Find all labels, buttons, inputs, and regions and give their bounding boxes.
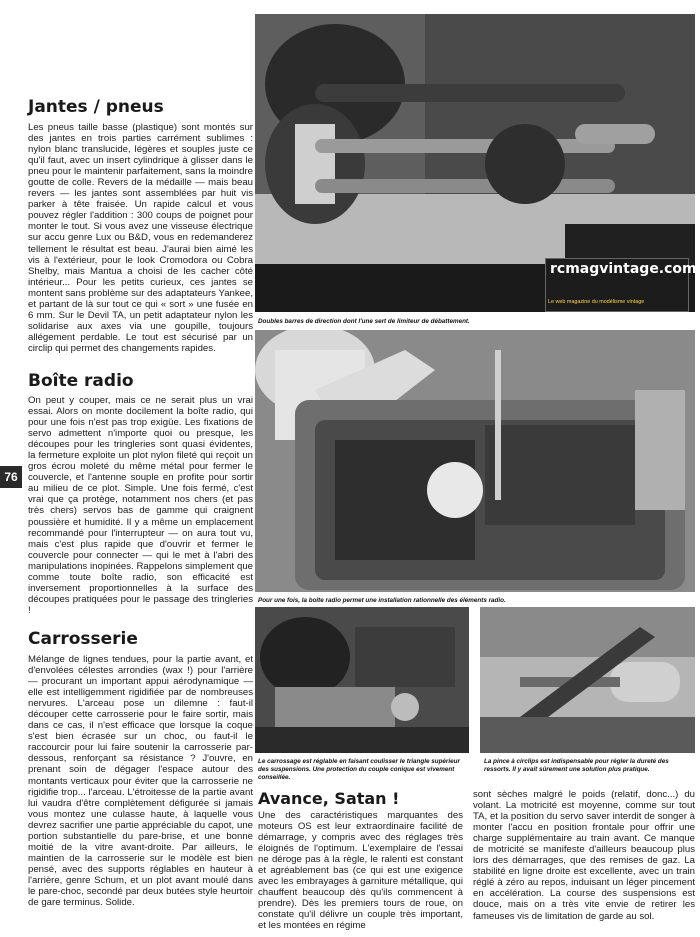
paragraph: Mélange de lignes tendues, pour la partie avant, et d'envolées célestes arrondies (wax !) pour l'arrière — procurant un important appui aérodynamique — elle est intelligemment rigidifiée par de nombreuses nervures. L'arceau pose un dilemne : faut-il découper cette carrosserie pour le faire sortir, mais dans ce cas, il n'est efficace que lorsque la coque s'est bien écrasée sur un choc, ou faut-il le raccourcir pour lui faire soutenir la carrosserie par-dessous, renforçant sa résistance ? J'ouvre, en prenant soin de dégager l'espace autour des montants verticaux pour éviter que la carrosserie ne rigidifie trop... l'arceau. L'étroitesse de la partie avant lui vaudra d'être complètement défigurée si jamais vous montez une culasse haute, à laquelle vous devrez sacrifier une partie appréciable du capot, une portion substantielle du pare-brise, et une bonne moitié de la vitre avant-droite. Par ailleurs, le maintien de la carrosserie sur le modèle est bien pensé, avec des supports réglables en hauteur à l'arrière, genre Schum, et un plot avant moulé dans le pare-choc, secondé par deux butées style heurtoir de gare terminus. Solide. (28, 654, 253, 909)
caption-photo-1: Doubles barres de direction dont l'une sert de limiteur de débattement. (258, 318, 470, 325)
heading-avance-satan: Avance, Satan ! (258, 789, 400, 808)
circlip-pliers-illustration (480, 607, 695, 753)
text-carrosserie (28, 654, 253, 908)
page-number: 76 (0, 466, 22, 488)
heading-carrosserie: Carrosserie (28, 629, 138, 649)
logo-subtitle: Le web magazine du modélisme vintage (548, 299, 645, 305)
camber-illustration (255, 607, 469, 753)
photo-radio-box (255, 330, 695, 592)
text-avance-col1: Une des caractéristiques marquantes des moteurs OS est leur extraordinaire facilité de démarrage, y compris avec des réglages très éloignés de l'optimum. L'exemplaire de l'essai ne déroge pas à la règle, le ralenti est constant et agréablement bas (ce qui est une exigence avec les embrayages à garniture métallique, qui chauffent beaucoup dès qu'ils commencent à prendre). Dès les premiers tours de roue, on constate qu'il délivre un couple très important, et les montées en régime (258, 810, 463, 932)
caption-photo-4: La pince à circlips est indispensable pour régler la dureté des ressorts. Il y avait sûrement une solution plus pratique. (484, 758, 669, 773)
radio-box-illustration (255, 330, 695, 592)
paragraph: On peut y couper, mais ce ne serait plus un vrai essai. Alors on monte docilement la boîte radio, qui pour une fois n'est pas trop exigüe. Les fixations de servo admettent n'importe quoi ou presque, les découpes pour les tringleries sont quasi évidentes, la fermeture exploite un plot nylon fileté qui reçoit un gros écrou moleté du même métal pour fermer le couvercle, et l'antenne souple en profite pour sortir au milieu de ce plot. Simple. Une fois fermé, c'est vrai que ça protège, notamment nos chers (et pas très chers) servos bas de gamme qui craignent poussière et humidité. Il y a même un emplacement recommandé pour l'interrupteur — on aura tout vu, mais c'est plus rapide que d'ouvrir et fermer le couvercle pour connecter — qui le met à l'abri des manipulations inopinées. Rappelons simplement que comme toute boîte radio, son efficacité est inversement proportionnelles à la surface des découpes pratiquées pour le passage des tringleries ! (28, 395, 253, 616)
text-boite-radio (28, 395, 253, 616)
caption-photo-3: Le carrossage est réglable en faisant coulisser le triangle supérieur des suspensions. Une protection du couple conique est vivement conseillée. (258, 758, 460, 781)
text-avance-col2: sont sèches malgré le poids (relatif, donc...) du volant. La motricité est moyenne, comme sur tout TA, et la position du servo saver interdit de songer à monter l'accu en position frontale pour offrir une charge supplémentaire au train avant. Ce manque de motricité se manifeste d'ailleurs beaucoup plus lors des démarrages, que des remises de gaz. La stabilité en ligne droite est excellente, avec un train réglé à zéro au repos, induisant un léger pincement en accélération. La course des suspensions est douce, mais on a très vite envie de retirer les fameuses vis de limitation de garde au sol. (473, 789, 695, 922)
paragraph: Les pneus taille basse (plastique) sont montés sur des jantes en trois parties carrément sublimes : nylon blanc translucide, légères et souples juste ce qu'il faut, avec un insert cylindrique à glisser dans le pneu pour le maintenir parfaitement, sans la moindre goutte de colle. Revers de la médaille — mais beau revers — les jantes sont assemblées par huit vis parker à tête fraisée. Un rapide calcul et vous pouvez régler l'addition : 300 coups de poignet pour monter le tout. Si vous avez une visseuse électrique sur accu genre Lux ou B&D, vous en redemanderez tellement le résultat est beau. J'aurai bien aimé les vis à l'extérieur, pour le look Cromodora ou Cobra Shelby, mais Mantua a choisi de les cacher côté intérieur... Pour les petits curieux, ces jantes se montent sans problème sur des adaptateurs Yankee, et partant de là sur tout ce qui « sort » une fusée en 6 mm. Sur le Devil TA, un petit adaptateur nylon les solidarise aux axes via une goupille, toujours allégement perdable. Le tout est sécurisé par un circlip qui permet des changements rapides. (28, 122, 253, 354)
photo-circlip-pliers (480, 607, 695, 753)
heading-boite-radio: Boîte radio (28, 371, 134, 391)
text-jantes (28, 122, 253, 354)
rcmagvintage-logo (545, 258, 697, 312)
photo-camber-adjustment (255, 607, 469, 753)
logo-title: rcmagvintage.com (550, 261, 697, 277)
heading-jantes: Jantes / pneus (28, 97, 164, 117)
caption-photo-2: Pour une fois, la boîte radio permet une installation rationnelle des éléments radio. (258, 597, 506, 604)
